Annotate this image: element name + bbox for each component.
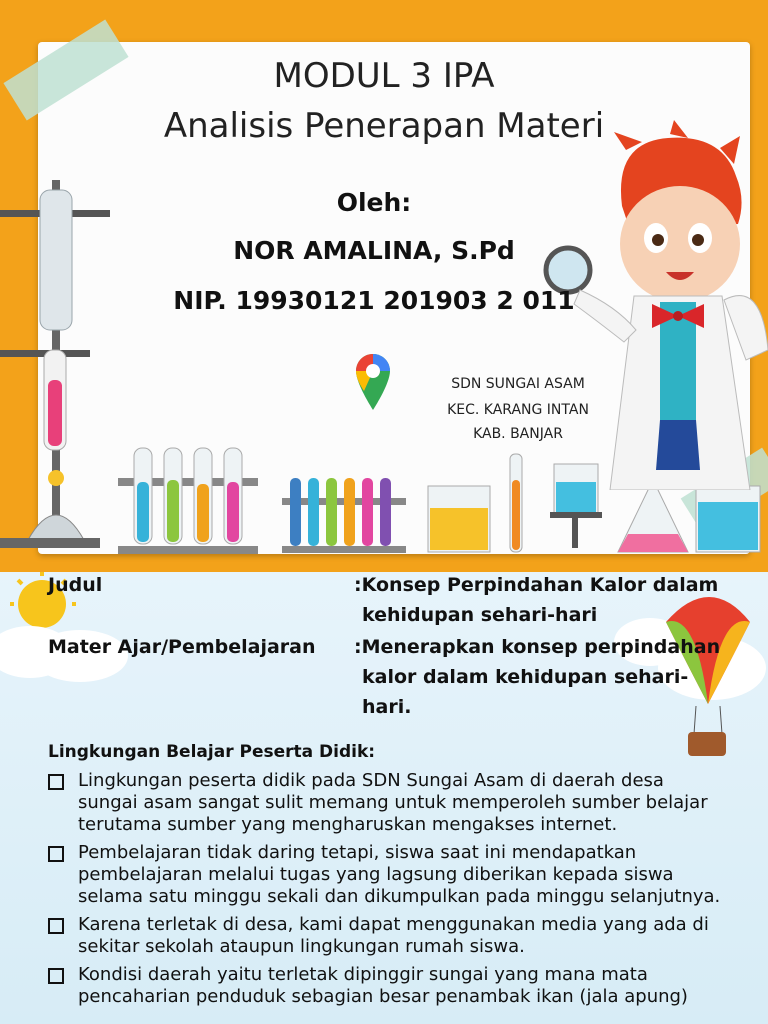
judul-value-line1: :Konsep Perpindahan Kalor dalam (354, 574, 719, 596)
judul-label: Judul (48, 574, 103, 596)
bullet-list (48, 770, 728, 1014)
lab-stand-illustration (0, 160, 110, 560)
content-slide (0, 572, 768, 1024)
list-item (48, 914, 728, 958)
author-name: NOR AMALINA, S.Pd (233, 236, 515, 265)
list-item (48, 964, 728, 1008)
judul-value-line2: kehidupan sehari-hari (362, 604, 598, 626)
school-district: KEC. KARANG INTAN (447, 402, 589, 418)
materi-value-line3: hari. (362, 696, 412, 718)
module-title: MODUL 3 IPA (273, 56, 495, 96)
test-tube-rack-illustration (280, 470, 410, 554)
list-item-text: Karena terletak di desa, kami dapat menggunakan media yang ada di sekitar sekolah ataupun lingkungan rumah siswa. (78, 914, 709, 957)
materi-value-line2: kalor dalam kehidupan sehari- (362, 666, 689, 688)
by-label: Oleh: (336, 188, 412, 217)
list-item-text: Lingkungan peserta didik pada SDN Sungai Asam di daerah desa sungai asam sangat sulit memang untuk memperoleh sumber belajar terutama sumber yang mengharuskan mengakses internet. (78, 770, 708, 835)
list-item (48, 770, 728, 836)
school-name: SDN SUNGAI ASAM (451, 376, 585, 392)
checkbox-bullet-icon (48, 774, 64, 790)
map-pin-icon (354, 352, 392, 412)
checkbox-bullet-icon (48, 968, 64, 984)
list-item-text: Pembelajaran tidak daring tetapi, siswa saat ini mendapatkan pembelajaran melalui tugas yang lagsung diberikan kepada siswa selama satu minggu sekali dan dikumpulkan pada minggu selanjutnya. (78, 842, 721, 907)
section-heading: Lingkungan Belajar Peserta Didik: (48, 742, 376, 762)
author-nip: NIP. 19930121 201903 2 011 (173, 286, 575, 315)
school-regency: KAB. BANJAR (473, 426, 563, 442)
materi-value-line1: :Menerapkan konsep perpindahan (354, 636, 721, 658)
list-item-text: Kondisi daerah yaitu terletak dipinggir sungai yang mana mata pencaharian penduduk sebagian besar penambak ikan (jala apung) (78, 964, 688, 1007)
checkbox-bullet-icon (48, 918, 64, 934)
test-tube-rack-illustration (114, 442, 264, 554)
module-subtitle: Analisis Penerapan Materi (163, 106, 605, 146)
list-item (48, 842, 728, 908)
checkbox-bullet-icon (48, 846, 64, 862)
materi-label: Mater Ajar/Pembelajaran (48, 636, 316, 658)
